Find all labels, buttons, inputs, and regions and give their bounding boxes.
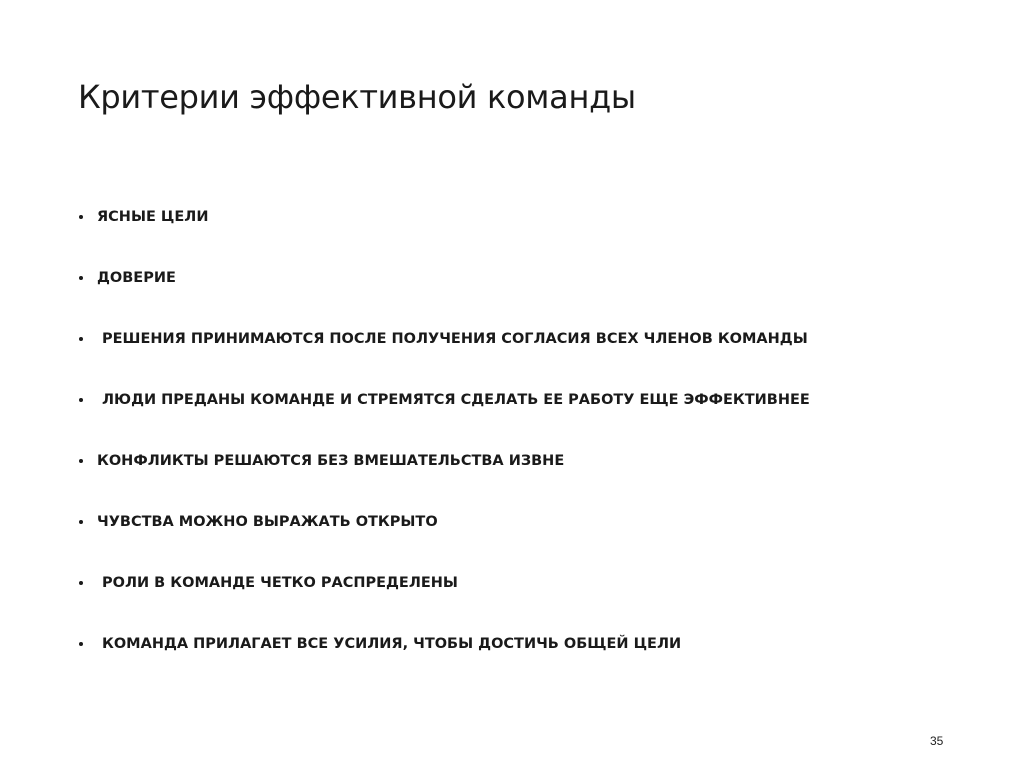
bullet-item <box>79 569 810 596</box>
page-number: 35 <box>930 734 944 748</box>
bullet-text: РЕШЕНИЯ ПРИНИМАЮТСЯ ПОСЛЕ ПОЛУЧЕНИЯ СОГЛАСИЯ ВСЕХ ЧЛЕНОВ КОМАНДЫ <box>102 330 808 347</box>
bullet-item <box>79 630 810 657</box>
bullet-item <box>79 203 810 230</box>
bullet-item <box>79 508 810 535</box>
bullet-dot-icon <box>79 581 83 585</box>
bullet-dot-icon <box>79 215 83 219</box>
bullet-item <box>79 447 810 474</box>
bullet-text: ЛЮДИ ПРЕДАНЫ КОМАНДЕ И СТРЕМЯТСЯ СДЕЛАТЬ ЕЕ РАБОТУ ЕЩЕ ЭФФЕКТИВНЕЕ <box>102 391 810 408</box>
bullet-text: КОНФЛИКТЫ РЕШАЮТСЯ БЕЗ ВМЕШАТЕЛЬСТВА ИЗВНЕ <box>97 452 565 469</box>
bullet-dot-icon <box>79 642 83 646</box>
bullet-dot-icon <box>79 520 83 524</box>
bullet-item <box>79 264 810 291</box>
bullet-item <box>79 325 810 352</box>
bullet-dot-icon <box>79 276 83 280</box>
bullet-dot-icon <box>79 459 83 463</box>
bullet-text: ДОВЕРИЕ <box>97 269 176 286</box>
bullet-dot-icon <box>79 337 83 341</box>
bullet-text: КОМАНДА ПРИЛАГАЕТ ВСЕ УСИЛИЯ, ЧТОБЫ ДОСТИЧЬ ОБЩЕЙ ЦЕЛИ <box>102 635 682 652</box>
bullet-text: РОЛИ В КОМАНДЕ ЧЕТКО РАСПРЕДЕЛЕНЫ <box>102 574 458 591</box>
bullet-list <box>79 203 810 691</box>
bullet-dot-icon <box>79 398 83 402</box>
slide-title: Критерии эффективной команды <box>78 78 636 116</box>
bullet-text: ЯСНЫЕ ЦЕЛИ <box>97 208 209 225</box>
bullet-text: ЧУВСТВА МОЖНО ВЫРАЖАТЬ ОТКРЫТО <box>97 513 438 530</box>
bullet-item <box>79 386 810 413</box>
